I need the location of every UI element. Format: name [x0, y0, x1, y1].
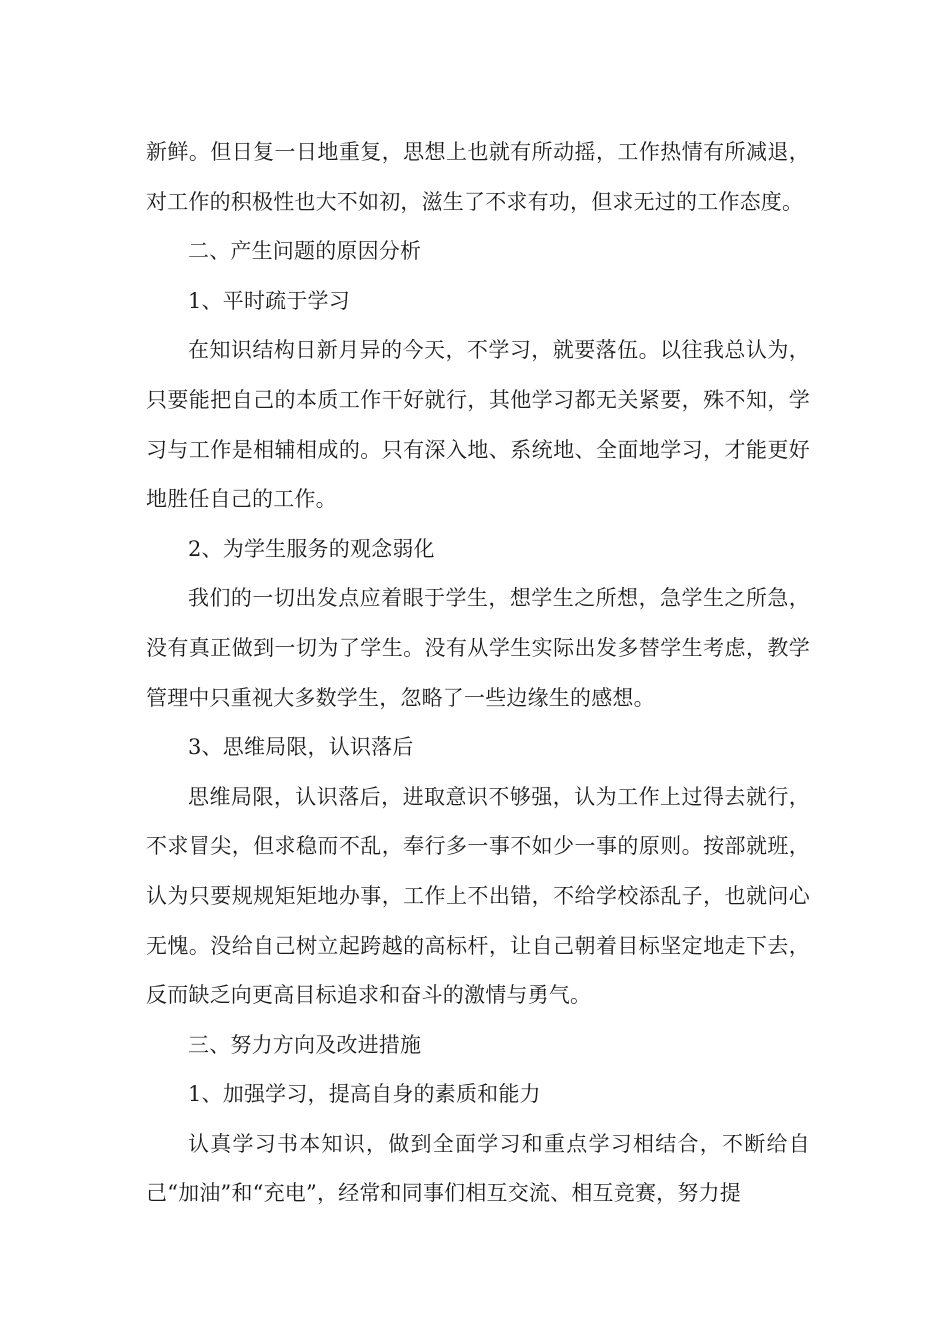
- paragraph-strengthen-study: 认真学习书本知识，做到全面学习和重点学习相结合，不断给自己“加油”和“充电”，经常和同事们相互交流、相互竞赛，努力提: [146, 1131, 810, 1206]
- subheading-study: 1、平时疏于学习: [188, 288, 350, 313]
- subheading-service: 2、为学生服务的观念弱化: [188, 536, 435, 561]
- section-heading-causes: 二、产生问题的原因分析: [188, 239, 422, 264]
- paragraph-service: 我们的一切出发点应着眼于学生，想学生之所想，急学生之所急，没有真正做到一切为了学生。没有从学生实际出发多替学生考虑，教学管理中只重视大多数学生，忽略了一些边缘生的感想。: [146, 586, 810, 710]
- subheading-strengthen-study: 1、加强学习，提高自身的素质和能力: [188, 1082, 541, 1107]
- section-heading-measures: 三、努力方向及改进措施: [188, 1032, 422, 1057]
- paragraph-study: 在知识结构日新月异的今天，不学习，就要落伍。以往我总认为，只要能把自己的本质工作干好就行，其他学习都无关紧要，殊不知，学习与工作是相辅相成的。只有深入地、系统地、全面地学习，才能更好地胜任自己的工作。: [146, 338, 810, 512]
- subheading-thinking: 3、思维局限，认识落后: [188, 735, 414, 760]
- paragraph-continuation: 新鲜。但日复一日地重复，思想上也就有所动摇，工作热情有所减退，对工作的积极性也大不如初，滋生了不求有功，但求无过的工作态度。: [146, 140, 810, 214]
- document-body: [146, 128, 810, 1219]
- paragraph-thinking: 思维局限，认识落后，进取意识不够强，认为工作上过得去就行，不求冒尖，但求稳而不乱，奉行多一事不如少一事的原则。按部就班，认为只要规规矩矩地办事，工作上不出错，不给学校添乱子，也就问心无愧。没给自己树立起跨越的高标杆，让自己朝着目标坚定地走下去，反而缺乏向更高目标追求和奋斗的激情与勇气。: [146, 784, 810, 1008]
